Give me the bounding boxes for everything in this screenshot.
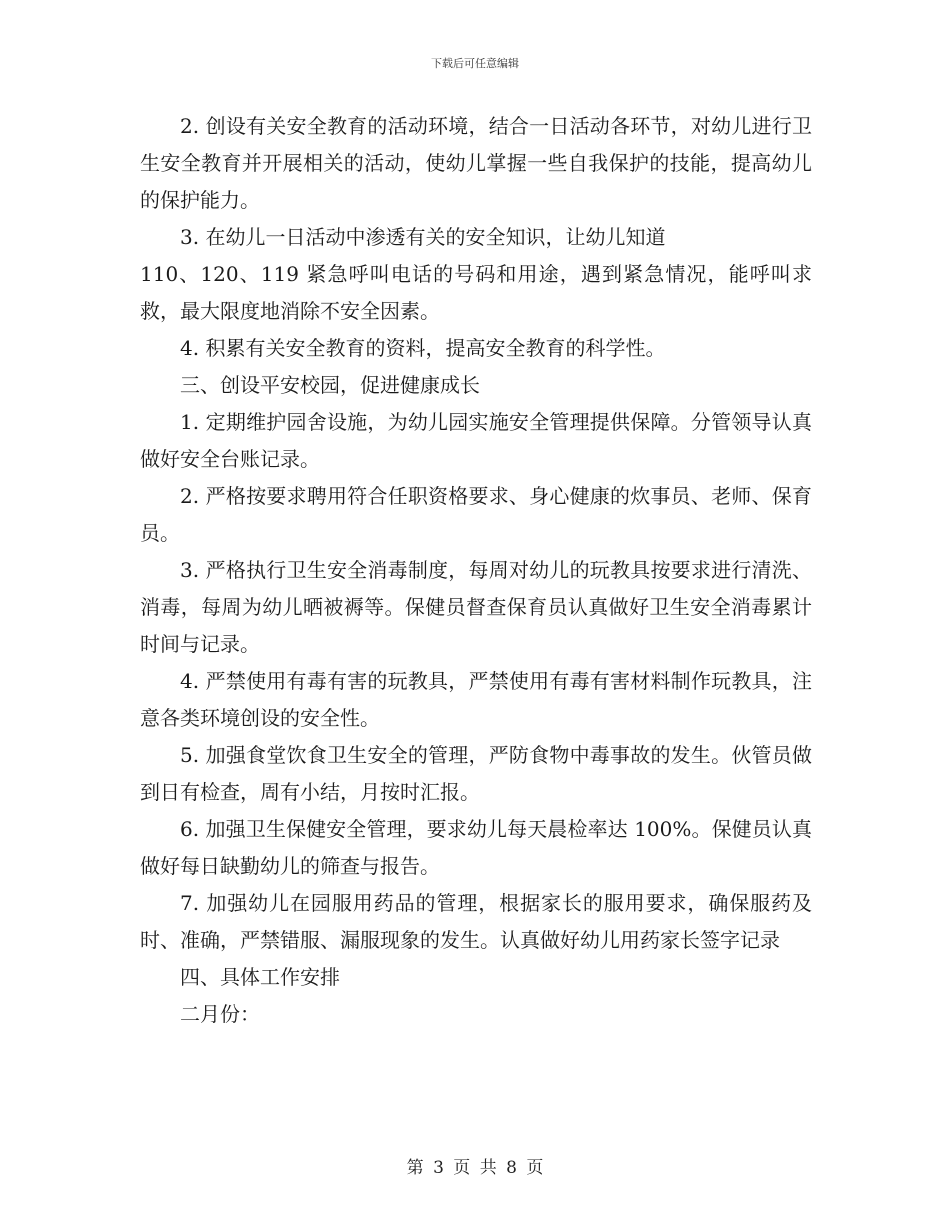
paragraph-item-6-health-check: 6. 加强卫生保健安全管理，要求幼儿每天晨检率达 100%。保健员认真做好每日缺勤幼儿的筛查与报告。 — [140, 817, 812, 878]
paragraph-item-2-staff-hiring: 2. 严格按要求聘用符合任职资格要求、身心健康的炊事员、老师、保育员。 — [140, 484, 812, 545]
page-number: 第 3 页 共 8 页 — [406, 1158, 544, 1178]
paragraph-emergency-numbers: 110、120、119 紧急呼叫电话的号码和用途，遇到紧急情况，能呼叫求救，最大限度地消除不安全因素。 — [140, 262, 812, 323]
paragraph-item-2-activity-environment: 2. 创设有关安全教育的活动环境，结合一日活动各环节，对幼儿进行卫生安全教育并开展相关的活动，使幼儿掌握一些自我保护的技能，提高幼儿的保护能力。 — [140, 114, 812, 212]
subheading-february: 二月份： — [180, 1002, 260, 1026]
paragraph-item-1-facilities: 1. 定期维护园舍设施，为幼儿园实施安全管理提供保障。分管领导认真做好安全台账记录。 — [140, 410, 812, 471]
paragraph-item-7-medicine: 7. 加强幼儿在园服用药品的管理，根据家长的服用要求，确保服药及时、准确，严禁错服、漏服现象的发生。认真做好幼儿用药家长签字记录 — [140, 891, 812, 952]
section-heading-4: 四、具体工作安排 — [180, 965, 340, 989]
document-body — [140, 108, 812, 1033]
paragraph-item-5-canteen: 5. 加强食堂饮食卫生安全的管理，严防食物中毒事故的发生。伙管员做到日有检查，周有小结，月按时汇报。 — [140, 743, 812, 804]
paragraph-item-4-materials: 4. 积累有关安全教育的资料，提高安全教育的科学性。 — [180, 336, 666, 360]
download-note: 下载后可任意编辑 — [431, 57, 519, 70]
paragraph-item-4-toxic-toys: 4. 严禁使用有毒有害的玩教具，严禁使用有毒有害材料制作玩教具，注意各类环境创设的安全性。 — [140, 669, 812, 730]
paragraph-item-3-disinfection: 3. 严格执行卫生安全消毒制度，每周对幼儿的玩教具按要求进行清洗、消毒，每周为幼儿晒被褥等。保健员督查保育员认真做好卫生安全消毒累计时间与记录。 — [140, 558, 812, 656]
paragraph-item-3-safety-knowledge: 3. 在幼儿一日活动中渗透有关的安全知识，让幼儿知道 — [180, 225, 666, 249]
section-heading-3: 三、创设平安校园，促进健康成长 — [180, 373, 480, 397]
